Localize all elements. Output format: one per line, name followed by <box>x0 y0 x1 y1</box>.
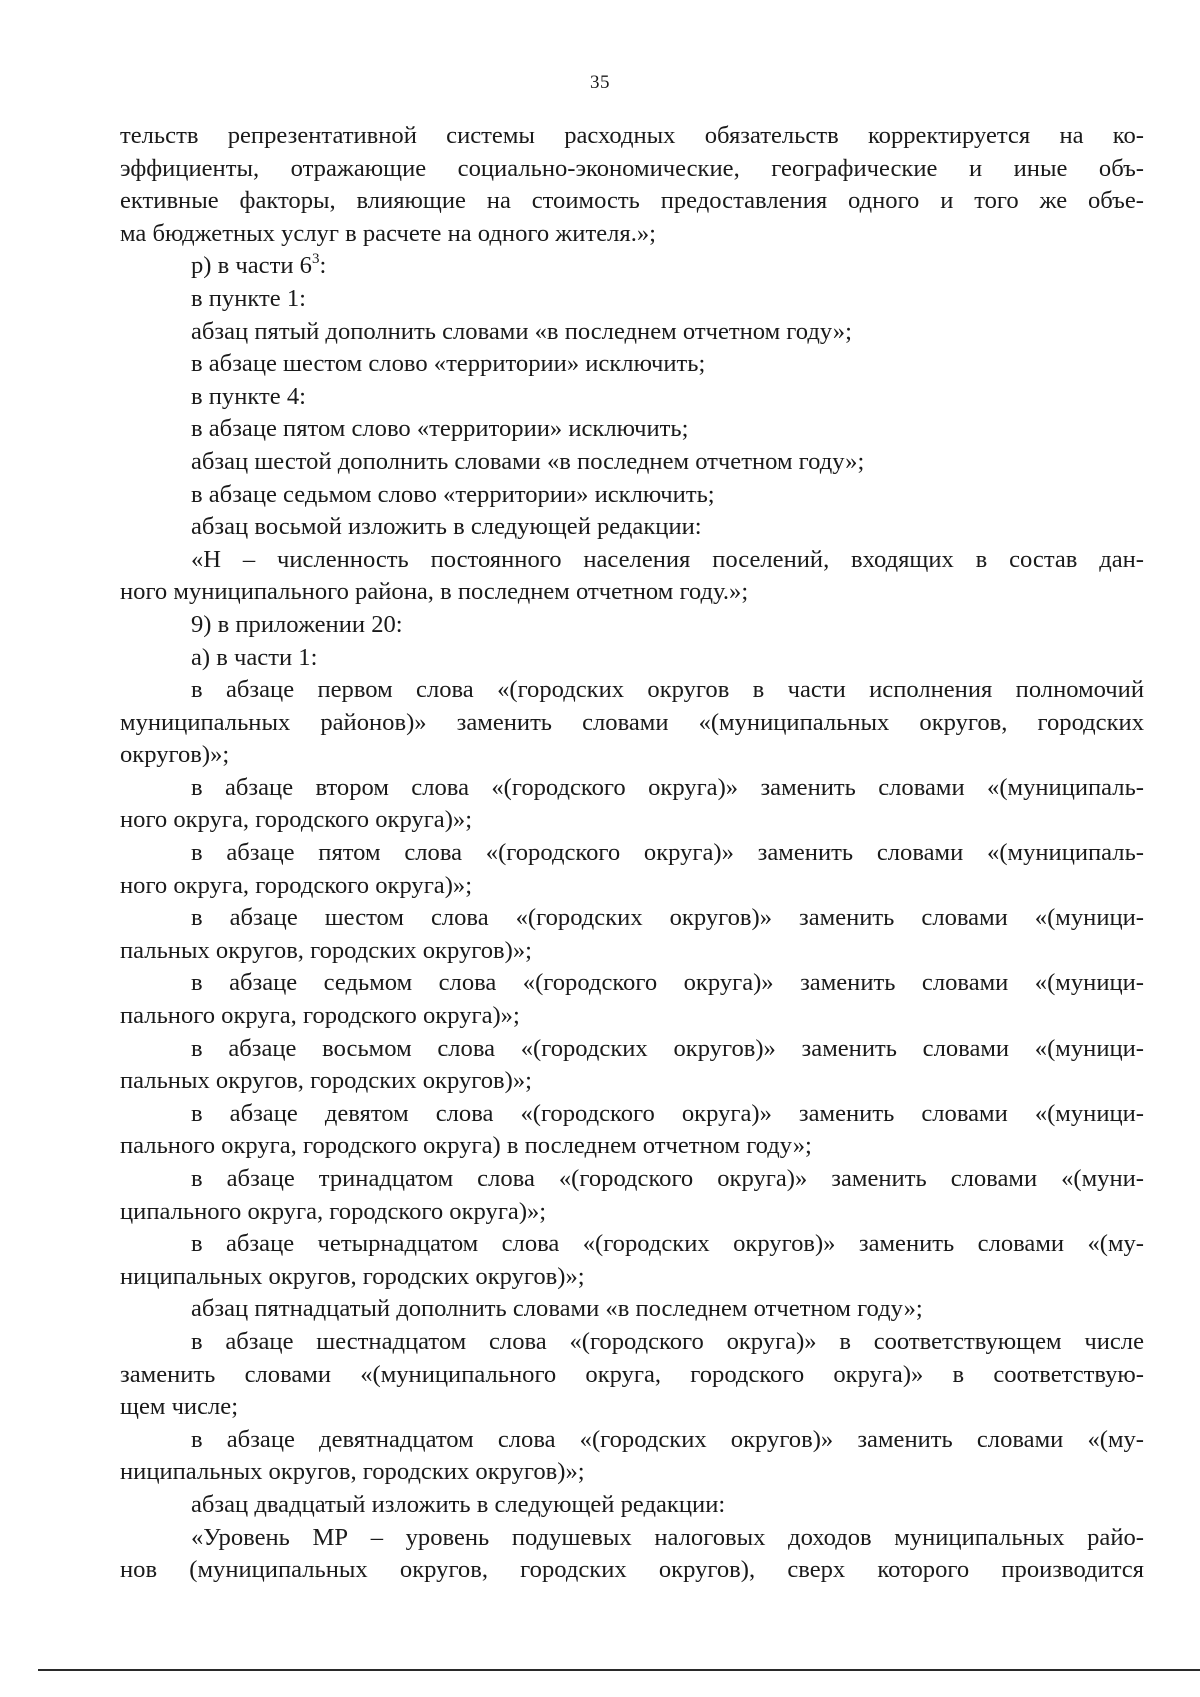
text-line-content: ма бюджетных услуг в расчете на одного жителя.»; <box>120 219 656 247</box>
text-line <box>120 837 1144 870</box>
text-line-content: ного муниципального района, в последнем отчетном году.»; <box>120 578 749 606</box>
text-line-content: в абзаце втором слова «(городского округа)» заменить словами «(муниципаль- <box>191 773 1144 801</box>
text-line-content: в абзаце первом слова «(городских округов в части исполнения полномочий <box>191 676 1144 704</box>
text-line <box>120 609 1144 642</box>
text-line-content: пального округа, городского округа) в последнем отчетном году»; <box>120 1132 812 1160</box>
text-line-content: ципального округа, городского округа)»; <box>120 1197 547 1225</box>
text-line <box>120 804 1144 837</box>
text-line <box>120 902 1144 935</box>
text-line <box>120 1163 1144 1196</box>
text-line-content: тельств репрезентативной системы расходных обязательств корректируется на ко- <box>120 122 1144 149</box>
text-line <box>120 1359 1144 1392</box>
text-line-content: эффициенты, отражающие социально-экономические, географические и иные объ- <box>120 154 1144 182</box>
text-line-content: абзац восьмой изложить в следующей редакции: <box>191 513 702 541</box>
text-line-content: абзац пятнадцатый дополнить словами «в последнем отчетном году»; <box>191 1295 923 1323</box>
text-line <box>120 218 1144 251</box>
text-line <box>120 348 1144 381</box>
text-line-content: щем числе; <box>120 1393 239 1421</box>
text-line-content: «Н – численность постоянного населения поселений, входящих в состав дан- <box>191 545 1144 573</box>
text-line-content: в абзаце четырнадцатом слова «(городских округов)» заменить словами «(му- <box>191 1230 1144 1258</box>
document-body <box>120 120 1144 1587</box>
text-line <box>120 1098 1144 1131</box>
page-number: 35 <box>590 72 610 93</box>
text-line-content: нов (муниципальных округов, городских округов), сверх которого производится <box>120 1556 1144 1584</box>
text-line-content: в абзаце седьмом слова «(городского округа)» заменить словами «(муници- <box>191 969 1144 997</box>
text-line <box>120 707 1144 740</box>
text-line-content: абзац двадцатый изложить в следующей редакции: <box>191 1490 726 1518</box>
text-line-content: муниципальных районов)» заменить словами «(муниципальных округов, городских <box>120 708 1144 736</box>
text-line <box>120 1326 1144 1359</box>
text-line <box>120 1522 1144 1555</box>
text-line <box>120 316 1144 349</box>
text-line-content: в абзаце тринадцатом слова «(городского округа)» заменить словами «(муни- <box>191 1165 1144 1192</box>
text-line <box>120 1424 1144 1457</box>
text-line <box>120 185 1144 218</box>
text-line-content: в пункте 1: <box>191 284 306 312</box>
text-line-content: пального округа, городского округа)»; <box>120 1002 520 1030</box>
text-line <box>120 1196 1144 1229</box>
text-line-content: ективные факторы, влияющие на стоимость предоставления одного и того же объе- <box>120 187 1144 215</box>
text-line-content: ниципальных округов, городских округов)»; <box>120 1458 585 1486</box>
text-line-content: абзац шестой дополнить словами «в последнем отчетном году»; <box>191 447 865 475</box>
text-line <box>120 1391 1144 1424</box>
text-line <box>120 1228 1144 1261</box>
text-line <box>120 967 1144 1000</box>
text-line <box>120 479 1144 512</box>
text-line-content: округов)»; <box>120 741 230 769</box>
bottom-rule <box>38 1669 1200 1671</box>
text-line <box>120 772 1144 805</box>
text-line-content: ниципальных округов, городских округов)»; <box>120 1262 585 1290</box>
text-line <box>120 674 1144 707</box>
text-line-content: в абзаце шестом слово «территории» исключить; <box>191 350 706 378</box>
text-line-content: в абзаце шестнадцатом слова «(городского округа)» в соответствующем числе <box>191 1327 1144 1355</box>
text-line <box>120 1130 1144 1163</box>
text-line-content: в абзаце девятнадцатом слова «(городских округов)» заменить словами «(му- <box>191 1425 1144 1453</box>
text-line-content: в абзаце восьмом слова «(городских округов)» заменить словами «(муници- <box>191 1034 1144 1062</box>
text-line <box>120 642 1144 675</box>
text-line <box>120 153 1144 186</box>
text-line <box>120 120 1144 153</box>
text-line <box>120 511 1144 544</box>
text-line <box>120 446 1144 479</box>
text-line-content: в пункте 4: <box>191 382 306 410</box>
text-line-content: заменить словами «(муниципального округа, городского округа)» в соответствую- <box>120 1360 1144 1388</box>
text-line <box>120 544 1144 577</box>
text-line-content: пальных округов, городских округов)»; <box>120 936 532 964</box>
text-line <box>120 1554 1144 1587</box>
text-line <box>120 1489 1144 1522</box>
text-line <box>120 250 1144 283</box>
text-line-content: абзац пятый дополнить словами «в последнем отчетном году»; <box>191 317 852 345</box>
text-line-content: а) в части 1: <box>191 643 318 671</box>
text-line-content: в абзаце пятом слово «территории» исключить; <box>191 415 689 443</box>
text-line <box>120 1261 1144 1294</box>
superscript: 3 <box>311 251 320 268</box>
text-line <box>120 1065 1144 1098</box>
text-line-content: в абзаце седьмом слово «территории» исключить; <box>191 480 715 508</box>
text-line <box>120 1456 1144 1489</box>
text-line <box>120 870 1144 903</box>
text-line-content: в абзаце шестом слова «(городских округов)» заменить словами «(муници- <box>191 904 1144 932</box>
text-line <box>120 739 1144 772</box>
text-line-suffix: : <box>319 252 327 280</box>
text-line <box>120 283 1144 316</box>
text-line-content: пальных округов, городских округов)»; <box>120 1067 532 1095</box>
text-line <box>120 935 1144 968</box>
text-line-content: 9) в приложении 20: <box>191 610 403 638</box>
text-line <box>120 413 1144 446</box>
text-line <box>120 1000 1144 1033</box>
text-line-content: в абзаце девятом слова «(городского округа)» заменить словами «(муници- <box>191 1099 1144 1127</box>
text-line-content: ного округа, городского округа)»; <box>120 806 473 834</box>
text-line-content: ного округа, городского округа)»; <box>120 871 473 899</box>
text-line-content: в абзаце пятом слова «(городского округа)» заменить словами «(муниципаль- <box>191 839 1144 867</box>
text-line-content: р) в части 6 <box>191 252 312 280</box>
text-line <box>120 1293 1144 1326</box>
text-line <box>120 576 1144 609</box>
text-line-content: «Уровень МР – уровень подушевых налоговых доходов муниципальных райо- <box>191 1523 1144 1551</box>
text-line <box>120 381 1144 414</box>
text-line <box>120 1033 1144 1066</box>
